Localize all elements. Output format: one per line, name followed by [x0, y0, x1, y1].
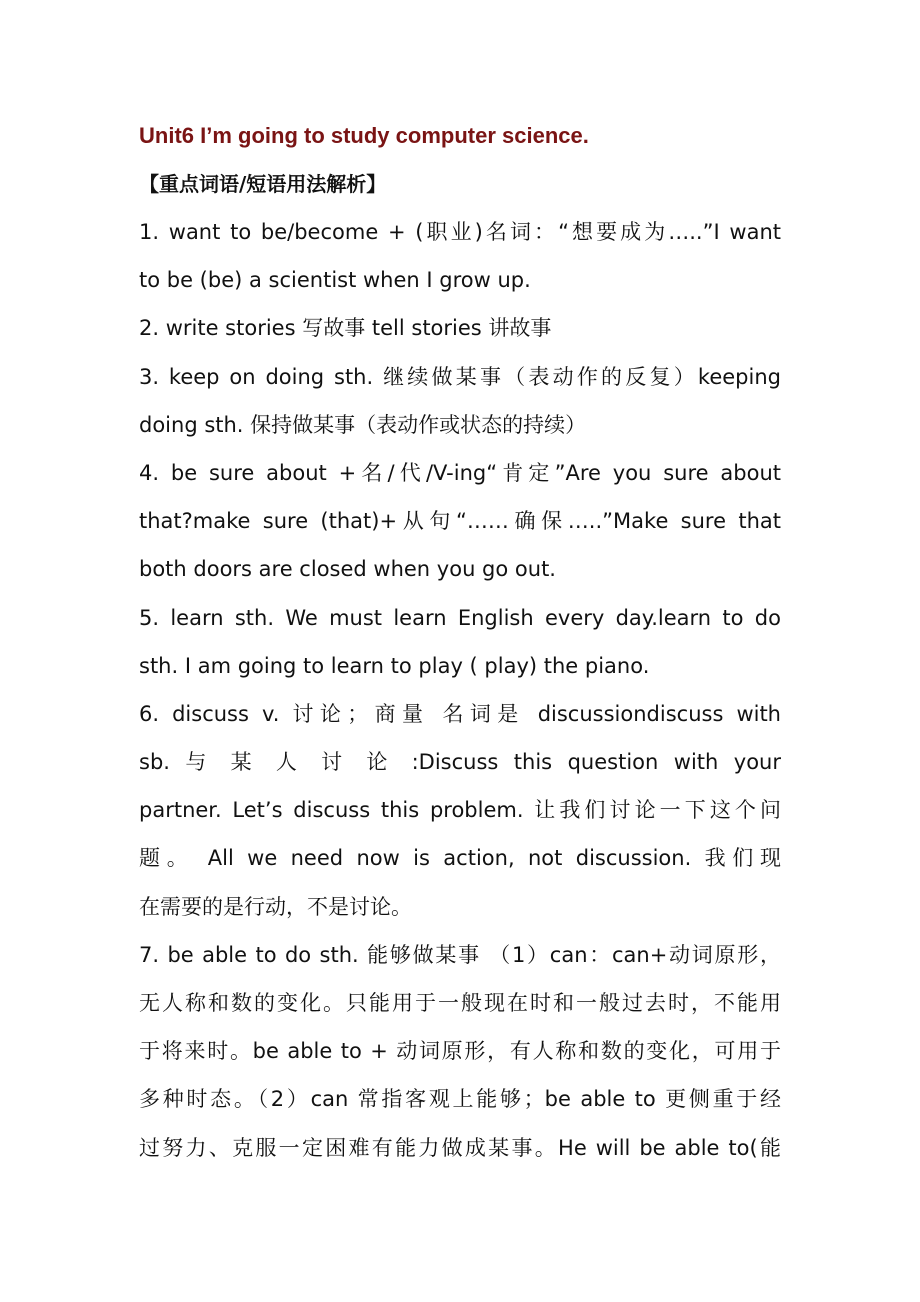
section-heading: 【重点词语/短语用法解析】	[139, 172, 387, 196]
unit-title: Unit6 I’m going to study computer science.	[139, 123, 589, 148]
text-line: 无人称和数的变化。只能用于一般现在时和一般过去时，不能用	[139, 991, 781, 1015]
text-line: that?make sure (that)+从句“……确保…..”Make sure that	[139, 509, 781, 534]
text-line: 过努力、克服一定困难有能力做成某事。He will be able to(能	[139, 1135, 781, 1160]
text-line: 在需要的是行动，不是讨论。	[139, 894, 412, 919]
text-line: sb. 与 某 人 讨 论 :Discuss this question with your	[139, 750, 781, 775]
text-line: 2. write stories 写故事 tell stories 讲故事	[139, 316, 552, 341]
text-line: 1. want to be/become + (职业)名词：“想要成为…..”I want	[139, 220, 781, 244]
text-line: doing sth. 保持做某事（表动作或状态的持续）	[139, 412, 587, 437]
text-line: 5. learn sth. We must learn English every day.learn to do	[139, 605, 781, 630]
text-line: partner. Let’s discuss this problem. 让我们讨论一下这个问	[139, 798, 781, 823]
text-line: both doors are closed when you go out.	[139, 557, 556, 582]
text-line: to be (be) a scientist when I grow up.	[139, 268, 531, 293]
text-line: 题。 All we need now is action, not discussion. 我们现	[139, 846, 781, 871]
text-line: 3. keep on doing sth. 继续做某事（表动作的反复）keeping	[139, 364, 781, 389]
text-line: sth. I am going to learn to play ( play) the piano.	[139, 653, 650, 678]
document-body	[139, 112, 781, 1172]
text-line: 6. discuss v. 讨论；商量 名词是 discussiondiscuss with	[139, 701, 781, 726]
text-line: 于将来时。be able to + 动词原形，有人称和数的变化，可用于	[139, 1039, 781, 1064]
text-line: 7. be able to do sth. 能够做某事 （1）can：can+动词原形，	[139, 942, 781, 967]
text-line: 4. be sure about +名/代/V-ing“肯定”Are you sure about	[139, 460, 781, 485]
text-line: 多种时态。（2）can 常指客观上能够；be able to 更侧重于经	[139, 1087, 781, 1112]
